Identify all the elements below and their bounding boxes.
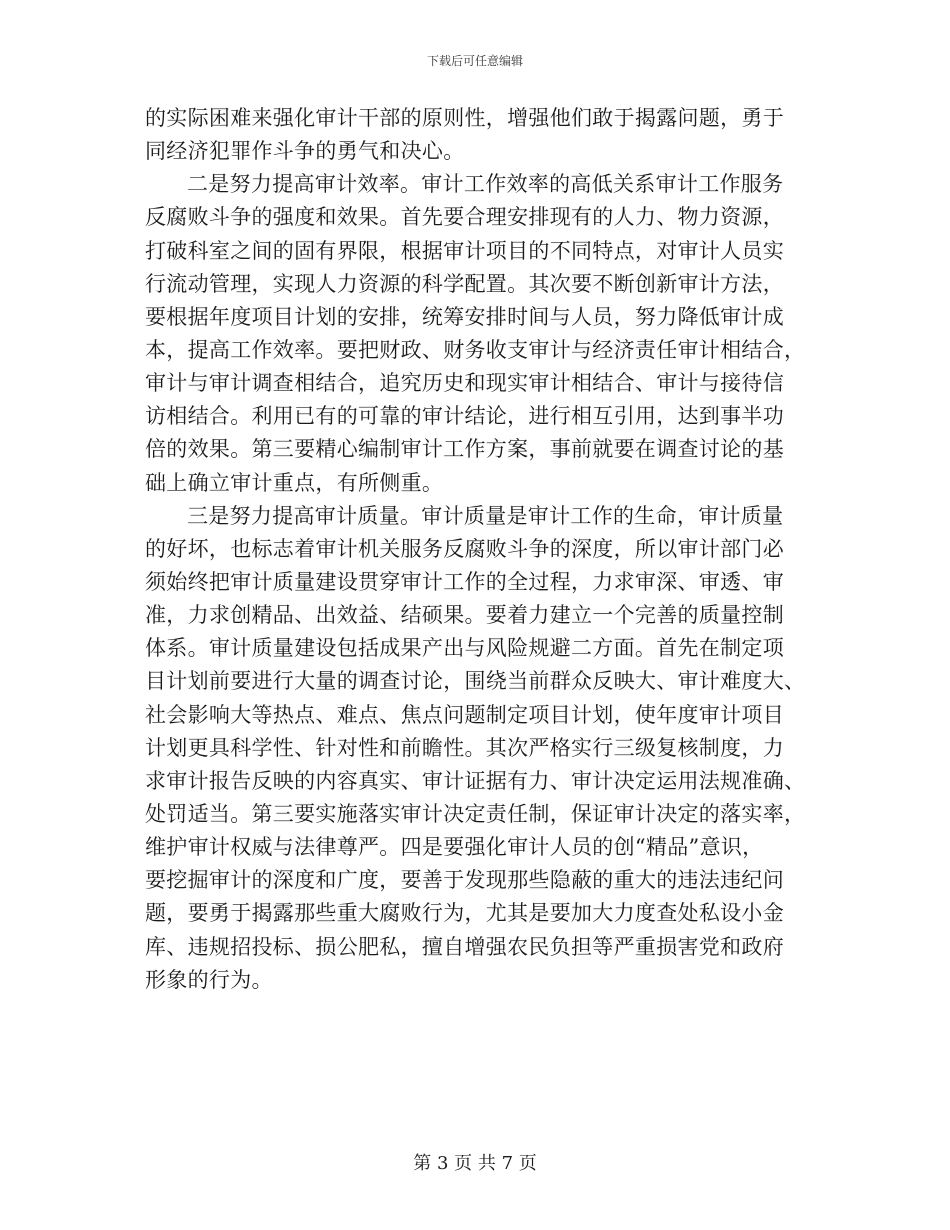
body-line: 形象的行为。	[145, 967, 273, 992]
body-line: 处罚适当。第三要实施落实审计决定责任制，保证审计决定的落实率，	[145, 801, 806, 826]
body-line: 库、违规招投标、损公肥私，擅自增强农民负担等严重损害党和政府	[145, 934, 784, 959]
body-line: 的实际困难来强化审计干部的原则性，增强他们敢于揭露问题，勇于	[145, 106, 784, 130]
body-line: 行流动管理，实现人力资源的科学配置。其次要不断创新审计方法，	[145, 271, 784, 296]
page-header: 下载后可任意编辑	[426, 54, 523, 68]
body-line: 本，提高工作效率。要把财政、财务收支审计与经济责任审计相结合，	[145, 337, 806, 362]
body-line: 准，力求创精品、出效益、结硕果。要着力建立一个完善的质量控制	[145, 603, 784, 628]
body-line: 要根据年度项目计划的安排，统筹安排时间与人员，努力降低审计成	[145, 304, 784, 329]
body-line: 目计划前要进行大量的调查讨论，围绕当前群众反映大、审计难度大、	[145, 669, 806, 694]
body-line: 求审计报告反映的内容真实、审计证据有力、审计决定运用法规准确、	[145, 768, 806, 793]
body-line: 础上确立审计重点，有所侧重。	[145, 470, 444, 495]
body-line: 社会影响大等热点、难点、焦点问题制定项目计划，使年度审计项目	[145, 702, 784, 727]
body-line: 须始终把审计质量建设贯穿审计工作的全过程，力求审深、审透、审	[145, 569, 784, 594]
paragraph-start-line: 二是努力提高审计效率。审计工作效率的高低关系审计工作服务	[187, 172, 784, 197]
body-line: 审计与审计调查相结合，追究历史和现实审计相结合、审计与接待信	[145, 371, 784, 396]
body-line: 的好坏，也标志着审计机关服务反腐败斗争的深度，所以审计部门必	[145, 536, 784, 561]
body-line: 倍的效果。第三要精心编制审计工作方案，事前就要在调查讨论的基	[145, 437, 784, 462]
body-line: 打破科室之间的固有界限，根据审计项目的不同特点，对审计人员实	[145, 238, 784, 263]
body-line: 体系。审计质量建设包括成果产出与风险规避二方面。首先在制定项	[145, 636, 784, 661]
body-line: 反腐败斗争的强度和效果。首先要合理安排现有的人力、物力资源，	[145, 205, 784, 230]
body-line: 同经济犯罪作斗争的勇气和决心。	[145, 139, 465, 164]
document-body	[145, 102, 807, 997]
body-line: 计划更具科学性、针对性和前瞻性。其次严格实行三级复核制度，力	[145, 735, 784, 760]
body-line: 题，要勇于揭露那些重大腐败行为，尤其是要加大力度查处私设小金	[145, 901, 784, 926]
page-number-footer: 第 3 页 共 7 页	[413, 1153, 537, 1174]
body-line: 要挖掘审计的深度和广度，要善于发现那些隐蔽的重大的违法违纪问	[145, 868, 784, 893]
paragraph-start-line: 三是努力提高审计质量。审计质量是审计工作的生命，审计质量	[187, 503, 784, 528]
body-line: 维护审计权威与法律尊严。四是要强化审计人员的创“精品”意识，	[145, 835, 764, 860]
body-line: 访相结合。利用已有的可靠的审计结论，进行相互引用，达到事半功	[145, 404, 784, 429]
